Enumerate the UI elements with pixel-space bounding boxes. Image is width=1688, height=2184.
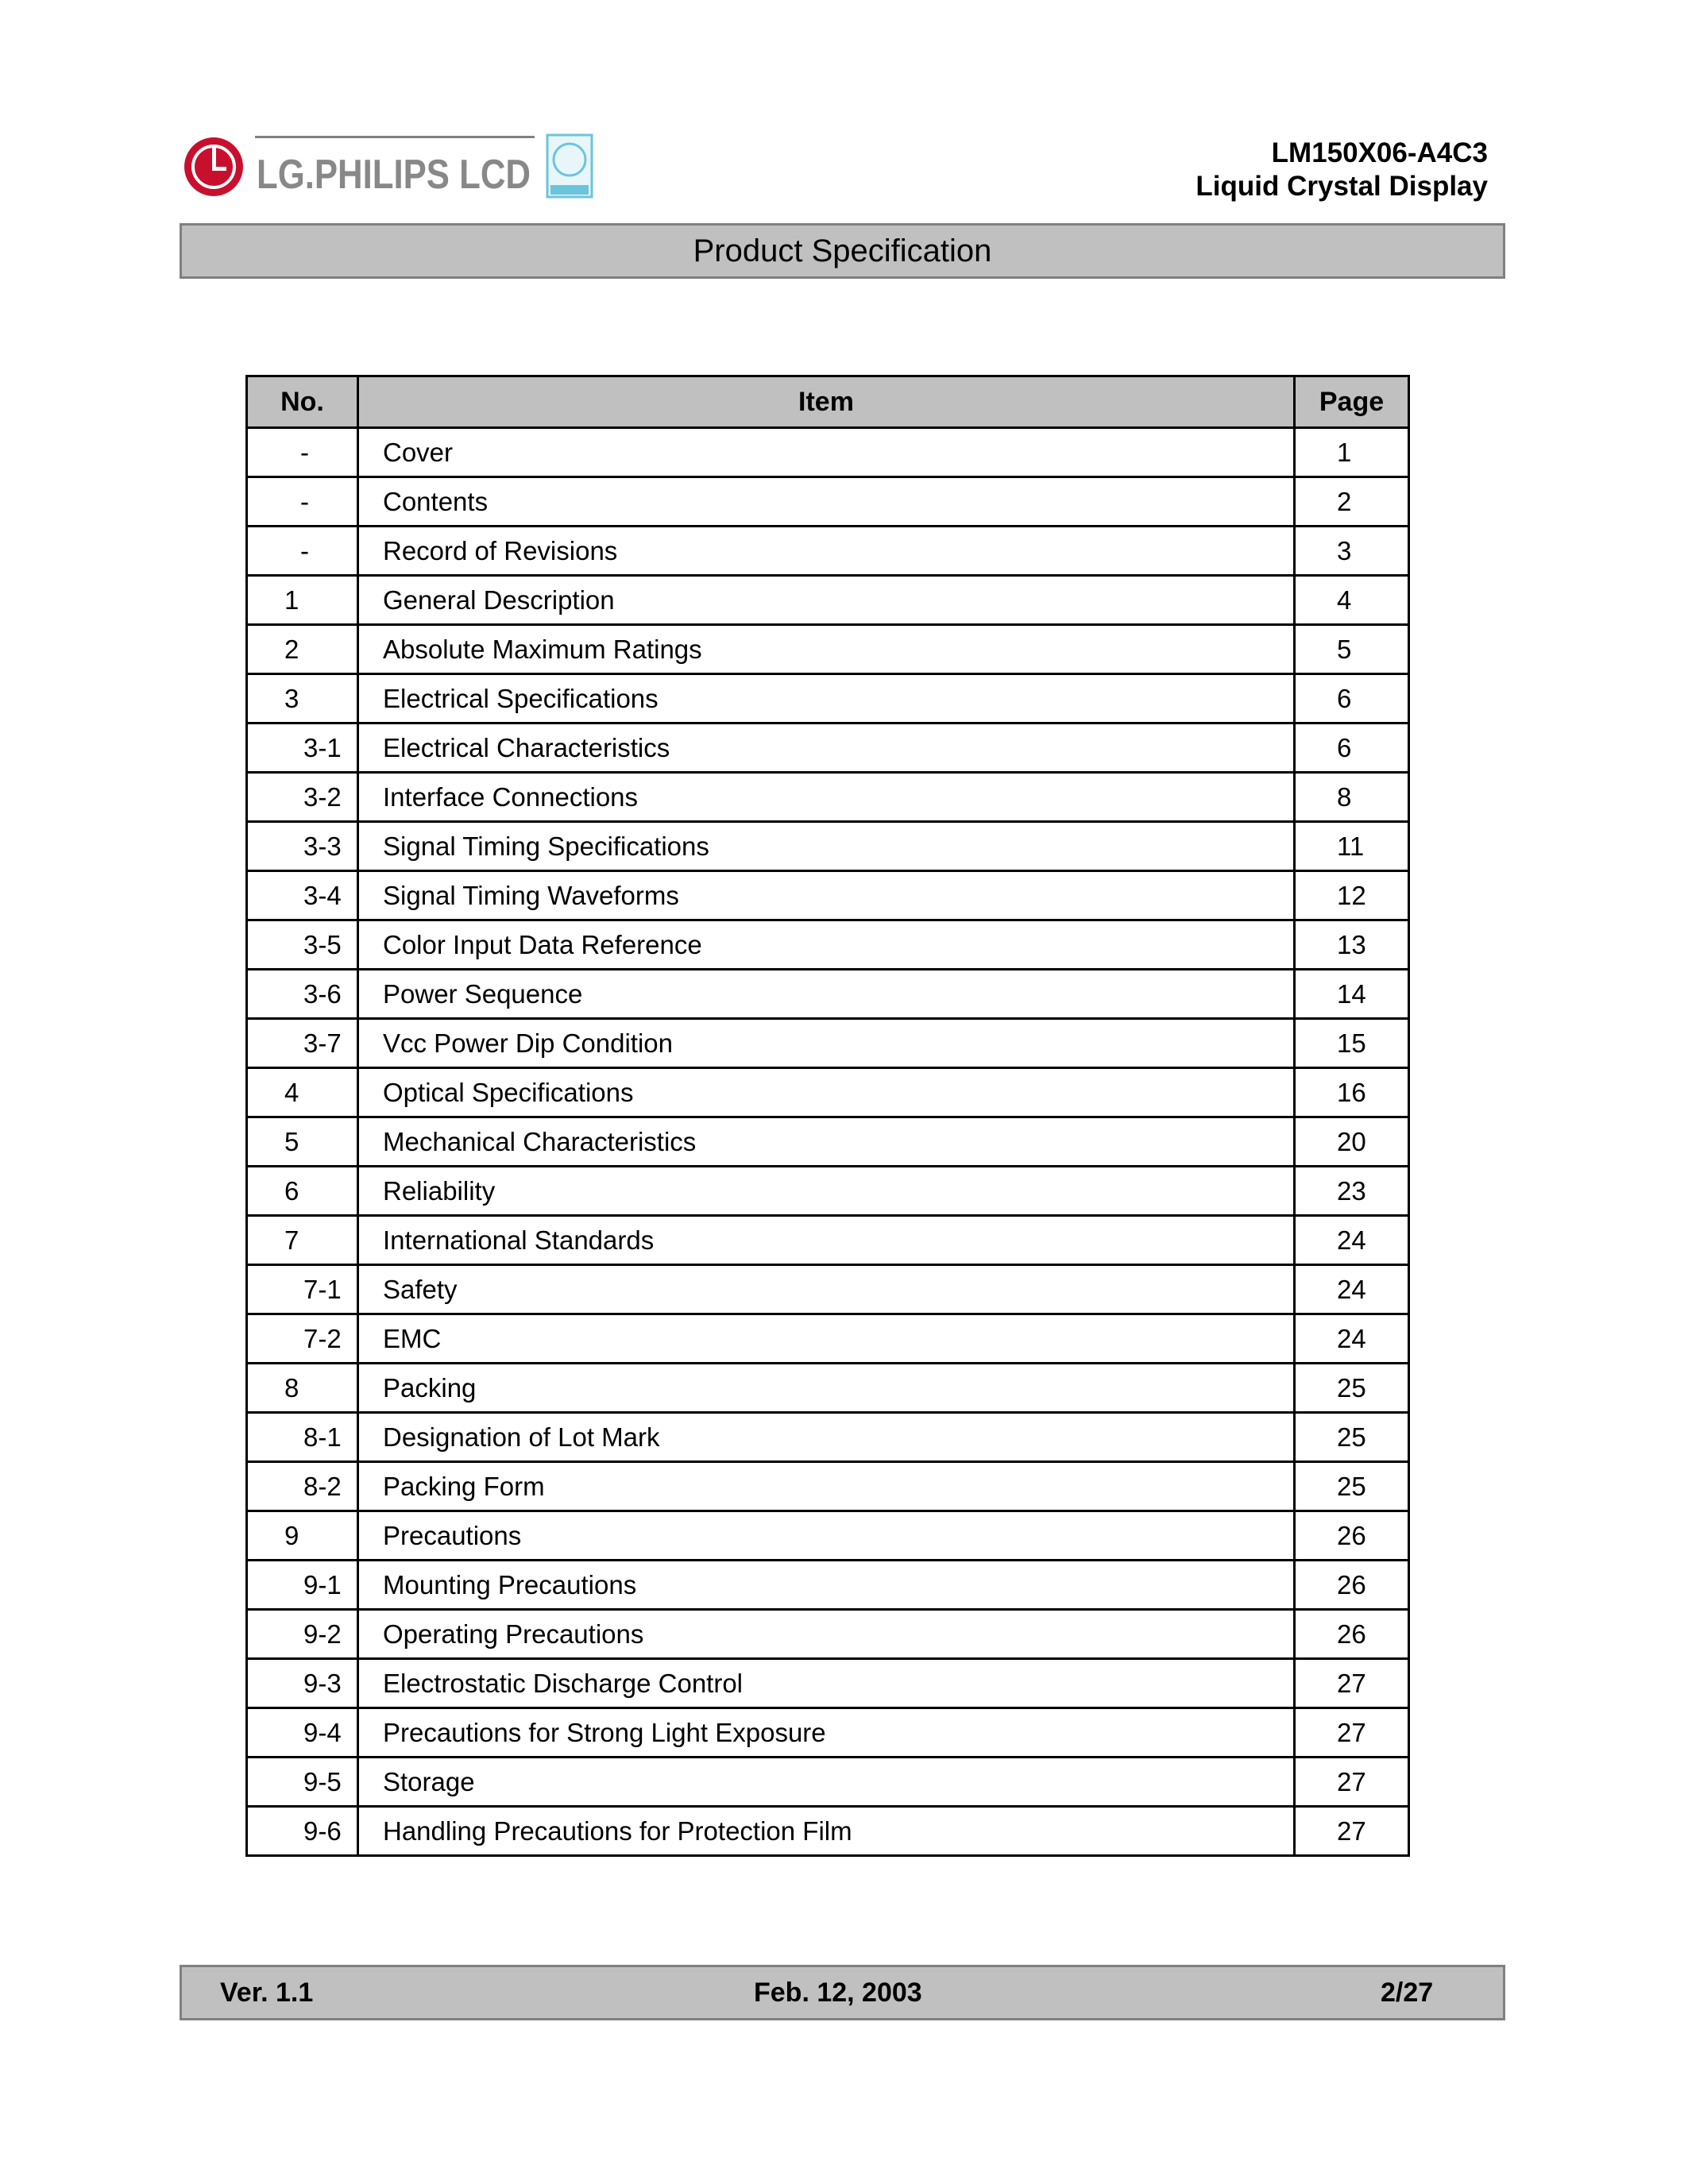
column-header-page: Page xyxy=(1295,376,1409,428)
table-row xyxy=(247,822,1409,871)
table-row xyxy=(247,970,1409,1019)
table-row xyxy=(247,1364,1409,1413)
section-page: 24 xyxy=(1295,1265,1409,1314)
table-row xyxy=(247,1314,1409,1364)
section-page: 3 xyxy=(1295,527,1409,576)
section-page: 27 xyxy=(1295,1807,1409,1856)
section-title: Contents xyxy=(358,477,1295,527)
table-row xyxy=(247,1216,1409,1265)
section-title: Record of Revisions xyxy=(358,527,1295,576)
model-number: LM150X06-A4C3 xyxy=(1271,137,1488,168)
section-title: Color Input Data Reference xyxy=(358,920,1295,970)
column-header-item: Item xyxy=(358,376,1295,428)
section-number: 5 xyxy=(247,1117,358,1167)
section-number: 9-2 xyxy=(247,1610,358,1659)
section-title: Reliability xyxy=(358,1167,1295,1216)
section-page: 16 xyxy=(1295,1068,1409,1117)
table-row xyxy=(247,477,1409,527)
section-title: Precautions for Strong Light Exposure xyxy=(358,1708,1295,1758)
section-number: 3-6 xyxy=(247,970,358,1019)
section-number: 3-3 xyxy=(247,822,358,871)
section-number: 3-5 xyxy=(247,920,358,970)
section-title: Packing Form xyxy=(358,1462,1295,1511)
footer-bar xyxy=(180,1965,1505,2020)
section-page: 15 xyxy=(1295,1019,1409,1068)
section-page: 14 xyxy=(1295,970,1409,1019)
section-number: 3-1 xyxy=(247,723,358,773)
table-row xyxy=(247,1561,1409,1610)
section-title: Storage xyxy=(358,1758,1295,1807)
section-page: 1 xyxy=(1295,428,1409,477)
section-page: 27 xyxy=(1295,1708,1409,1758)
table-row xyxy=(247,920,1409,970)
section-title: Safety xyxy=(358,1265,1295,1314)
section-number: 9-3 xyxy=(247,1659,358,1708)
table-row xyxy=(247,1659,1409,1708)
table-row xyxy=(247,428,1409,477)
company-logo xyxy=(183,131,628,203)
section-number: 9-1 xyxy=(247,1561,358,1610)
table-row xyxy=(247,674,1409,723)
section-title: Electrical Characteristics xyxy=(358,723,1295,773)
section-page: 27 xyxy=(1295,1758,1409,1807)
section-number: 7 xyxy=(247,1216,358,1265)
table-row xyxy=(247,1019,1409,1068)
section-page: 26 xyxy=(1295,1561,1409,1610)
table-row xyxy=(247,1068,1409,1117)
section-number: - xyxy=(247,428,358,477)
contents-table xyxy=(245,375,1410,1857)
section-number: 9-5 xyxy=(247,1758,358,1807)
page-title: Product Specification xyxy=(693,233,992,268)
section-title: Signal Timing Waveforms xyxy=(358,871,1295,920)
table-row xyxy=(247,871,1409,920)
page-number: 2/27 xyxy=(1381,1978,1434,2008)
title-bar xyxy=(180,223,1505,279)
section-title: Signal Timing Specifications xyxy=(358,822,1295,871)
table-row xyxy=(247,723,1409,773)
column-header-no: No. xyxy=(247,376,358,428)
section-title: International Standards xyxy=(358,1216,1295,1265)
section-number: 8-1 xyxy=(247,1413,358,1462)
table-row xyxy=(247,773,1409,822)
table-row xyxy=(247,527,1409,576)
table-row xyxy=(247,1167,1409,1216)
section-page: 26 xyxy=(1295,1511,1409,1561)
table-row xyxy=(247,1807,1409,1856)
section-page: 13 xyxy=(1295,920,1409,970)
section-number: 8-2 xyxy=(247,1462,358,1511)
section-page: 5 xyxy=(1295,625,1409,674)
section-page: 25 xyxy=(1295,1462,1409,1511)
section-number: 9 xyxy=(247,1511,358,1561)
section-page: 6 xyxy=(1295,674,1409,723)
section-title: General Description xyxy=(358,576,1295,625)
section-title: Electrical Specifications xyxy=(358,674,1295,723)
section-page: 20 xyxy=(1295,1117,1409,1167)
section-title: Mechanical Characteristics xyxy=(358,1117,1295,1167)
section-page: 25 xyxy=(1295,1413,1409,1462)
table-row xyxy=(247,576,1409,625)
section-page: 4 xyxy=(1295,576,1409,625)
product-type: Liquid Crystal Display xyxy=(1196,171,1488,202)
section-title: Designation of Lot Mark xyxy=(358,1413,1295,1462)
section-number: 3-2 xyxy=(247,773,358,822)
table-row xyxy=(247,1265,1409,1314)
section-title: Electrostatic Discharge Control xyxy=(358,1659,1295,1708)
section-title: Operating Precautions xyxy=(358,1610,1295,1659)
section-page: 12 xyxy=(1295,871,1409,920)
section-page: 24 xyxy=(1295,1216,1409,1265)
document-id xyxy=(1196,137,1488,203)
table-row xyxy=(247,1610,1409,1659)
section-number: 2 xyxy=(247,625,358,674)
section-number: 9-4 xyxy=(247,1708,358,1758)
section-number: 3-4 xyxy=(247,871,358,920)
date: Feb. 12, 2003 xyxy=(754,1978,922,2008)
section-number: 7-1 xyxy=(247,1265,358,1314)
section-title: Cover xyxy=(358,428,1295,477)
section-page: 26 xyxy=(1295,1610,1409,1659)
section-page: 24 xyxy=(1295,1314,1409,1364)
table-row xyxy=(247,1708,1409,1758)
table-header-row xyxy=(247,376,1409,428)
section-number: - xyxy=(247,527,358,576)
section-number: 3 xyxy=(247,674,358,723)
section-number: 8 xyxy=(247,1364,358,1413)
section-title: Power Sequence xyxy=(358,970,1295,1019)
section-number: - xyxy=(247,477,358,527)
section-title: Packing xyxy=(358,1364,1295,1413)
section-page: 27 xyxy=(1295,1659,1409,1708)
section-title: EMC xyxy=(358,1314,1295,1364)
section-title: Handling Precautions for Protection Film xyxy=(358,1807,1295,1856)
version: Ver. 1.1 xyxy=(220,1978,314,2008)
section-number: 1 xyxy=(247,576,358,625)
section-number: 9-6 xyxy=(247,1807,358,1856)
section-number: 4 xyxy=(247,1068,358,1117)
logo-wordmark: LG.PHILIPS LCD xyxy=(257,152,531,198)
table-row xyxy=(247,1117,1409,1167)
section-number: 3-7 xyxy=(247,1019,358,1068)
table-row xyxy=(247,1462,1409,1511)
section-title: Vcc Power Dip Condition xyxy=(358,1019,1295,1068)
section-title: Absolute Maximum Ratings xyxy=(358,625,1295,674)
section-number: 7-2 xyxy=(247,1314,358,1364)
table-row xyxy=(247,625,1409,674)
section-page: 25 xyxy=(1295,1364,1409,1413)
section-page: 2 xyxy=(1295,477,1409,527)
section-title: Mounting Precautions xyxy=(358,1561,1295,1610)
table-row xyxy=(247,1413,1409,1462)
section-title: Optical Specifications xyxy=(358,1068,1295,1117)
section-title: Precautions xyxy=(358,1511,1295,1561)
table-row xyxy=(247,1511,1409,1561)
section-page: 8 xyxy=(1295,773,1409,822)
section-page: 23 xyxy=(1295,1167,1409,1216)
section-title: Interface Connections xyxy=(358,773,1295,822)
section-page: 11 xyxy=(1295,822,1409,871)
section-page: 6 xyxy=(1295,723,1409,773)
section-number: 6 xyxy=(247,1167,358,1216)
table-row xyxy=(247,1758,1409,1807)
